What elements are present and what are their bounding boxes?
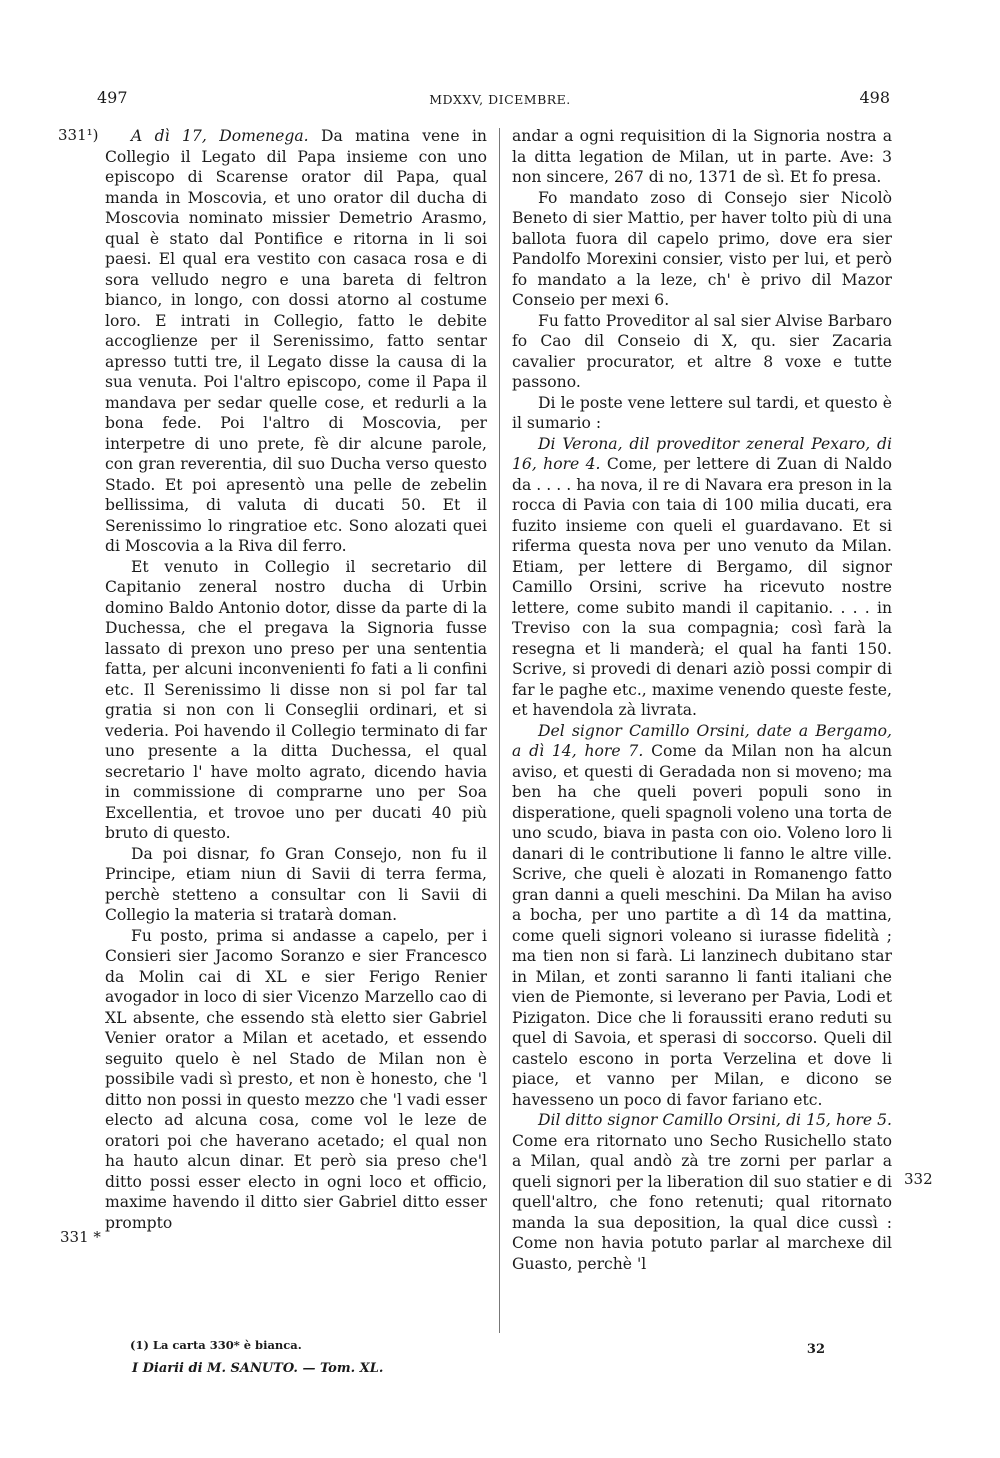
paragraph-text: Come era ritornato uno Secho Rusichello stato a Milan, qual andò zà tre zorni per parlar a queli signori per la liberation dil suo statier e di quell'altro, che fono retenuti; qual ritornato manda la sua deposition, la qual dice cussì : Come non havia potuto parlar al marchexe dil Guasto, perchè 'l xyxy=(512,1131,892,1273)
footnote: (1) La carta 330* è bianca. xyxy=(130,1338,302,1352)
paragraph: andar a ogni requisition di la Signoria nostra a la ditta legation de Milan, ut in parte. Ave: 3 non sincere, 267 di no, 1371 de sì. Et fo presa. xyxy=(512,127,892,186)
paragraph-lead: A dì 17, Domenega. xyxy=(131,127,309,145)
paragraph: Fo mandato zoso di Consejo sier Nicolò Beneto di sier Mattio, per haver tolto più di una ballota fuora dil capelo primo, dove era sier Pandolfo Morexini consier, visto per lui, et però fo mandato a la leze, ch' è privo dil Mazor Conseio per mexi 6. xyxy=(512,188,892,309)
right-column xyxy=(512,126,892,1274)
signature-mark: 32 xyxy=(806,1342,825,1357)
paragraph xyxy=(512,721,892,1111)
paragraph-lead: Di Verona, dil proveditor zeneral Pexaro, di 16, hore 4. xyxy=(512,434,892,473)
paragraph-lead: Dil ditto signor Camillo Orsini, di 15, hore 5. xyxy=(538,1111,892,1129)
paragraph: Di le poste vene lettere sul tardi, et questo è il sumario : xyxy=(512,393,892,432)
page-number-right: 498 xyxy=(859,88,890,107)
column-rule xyxy=(499,128,500,1333)
paragraph-text: Da matina vene in Collegio il Legato dil Papa insieme con uno episcopo di Scarense orator dil Papa, qual manda in Moscovia, et uno orator dil ducha di Moscovia nominato missier Demetrio Arasmo, qual è stato dal Pontifice e ritorna in li soi paesi. El qual era vestito con casaca rosa e di sora velludo negro e una bareta di feltron bianco, in longo, con dossi atorno al costume loro. E intrati in Collegio, fatto le debite accoglienze per il Serenissimo, fatto sentar apresso tutti tre, il Legato disse la causa di la sua venuta. Poi l'altro episcopo, come il Papa il mandava per sedar quelle cose, et redurli a la bona fede. Poi l'altro di Moscovia, per interpetre di uno prete, fè dir alcune parole, con gran reverentia, dil suo Ducha verso questo Stado. Et poi apresentò una pelle de zebelin bellissima, di valuta di ducati 50. Et il Serenissimo lo ringratioe etc. Sono alozati quei di Moscovia a la Riva dil ferro. xyxy=(105,127,487,555)
page-number-left: 497 xyxy=(97,88,128,107)
paragraph: Et venuto in Collegio il secretario dil Capitanio zeneral nostro ducha di Urbin domino Baldo Antonio dotor, disse da parte di la Duchessa, che el pregava la Signoria fusse lassato di prexon uno preso per una sententia fatta, per alcuni inconvenienti fo fati a li confini etc. Il Serenissimo li disse non si pol far tal gratia si non con li Conseglii ordinari, et si vederia. Poi havendo il Collegio terminato di far uno presente a la ditta Duchessa, el qual secretario l' have molto agrato, dicendo havia in commissione di comprarne uno per Soa Excellentia, et trovoe uno per ducati 40 più bruto di questo. xyxy=(105,557,487,842)
margin-note-332: 332 xyxy=(904,1170,933,1188)
paragraph: Fu posto, prima si andasse a capelo, per i Consieri sier Jacomo Soranzo e sier Francesco da Molin cai di XL e sier Ferigo Renier avogador in loco di sier Vicenzo Marzello cao di XL absente, che essendo stà eletto sier Gabriel Venier orator a Milan et acetado, et essendo seguito quelo è nel Stado de Milan non è possibile vadi sì presto, et non è honesto, che 'l ditto non possi in questo mezzo che 'l vadi esser electo ad alcuna cosa, come vol le leze de oratori poi che haverano acetado; el qual non ha hauto alcun dinar. Et però sia preso che'l ditto possi esser electo in ogni loco et officio, maxime havendo il ditto sier Gabriel ditto esser prompto xyxy=(105,926,487,1232)
left-column xyxy=(105,126,487,1233)
paragraph: Fu fatto Proveditor al sal sier Alvise Barbaro fo Cao dil Conseio di X, qu. sier Zacaria cavalier procurator, et altre 8 voxe e tutte passono. xyxy=(512,311,892,391)
footer-citation: I Diarii di M. SANUTO. — Tom. XL. xyxy=(132,1361,384,1376)
paragraph-text: Come da Milan non ha alcun aviso, et questi di Geradada non si moveno; ma ben ha che queli poveri populi sono in disperatione, queli spagnoli voleno una torta de uno scudo, biava in pasta con oio. Voleno loro li danari di le contributione li fanno le altre ville. Scrive, che queli è alozati in Romanengo fatto gran danni a queli meschini. Da Milan ha aviso a bocha, per uno partite a dì 14 da mattina, come queli signori voleano si iurasse fidelità ; ma tien non si farà. Li lanzinech dubitano star in Milan, et zonti saranno li fanti italiani che vien de Piemonte, si leverano per Pavia, Lodi et Pizigaton. Dice che li foraussiti erano reduti su quel di Savoia, et sperasi di soccorso. Queli dil castelo escono in porta Verzelina et dove li piace, et vanno per Milan, e dicono se havesseno un poco di favor fariano etc. xyxy=(512,742,892,1109)
margin-note-331-verso: 331 * xyxy=(60,1228,101,1246)
paragraph xyxy=(512,1110,892,1274)
paragraph-text: Come, per lettere di Zuan di Naldo da . . . . ha nova, il re di Navara era preson in la rocca di Pavia con taia di 100 milia ducati, era fuzito insieme con queli el guardavano. Et si riferma questa nova per uno venuto da Milan. Etiam, per lettere di Bergamo, dil signor Camillo Orsini, scrive ha ricevuto nostre lettere, come subito mandi il capitanio. . . . in Treviso con la sua compagnia; così farà la resegna et li manderà; el qual ha fanti 150. Scrive, si provedi di denari aziò possi compir di far le paghe etc., maxime venendo queste feste, et havendola zà livrata. xyxy=(512,455,892,719)
margin-note-331: 331¹) xyxy=(58,126,99,144)
paragraph xyxy=(512,434,892,721)
paragraph: Da poi disnar, fo Gran Consejo, non fu il Principe, etiam niun di Savii di terra ferma, perchè stetteno a consultar con li Savii di Collegio la materia si tratarà doman. xyxy=(105,844,487,924)
running-title: MDXXV, DICEMBRE. xyxy=(429,92,571,107)
paragraph-lead: Del signor Camillo Orsini, date a Bergamo, a dì 14, hore 7. xyxy=(512,721,892,760)
paragraph xyxy=(105,126,487,557)
